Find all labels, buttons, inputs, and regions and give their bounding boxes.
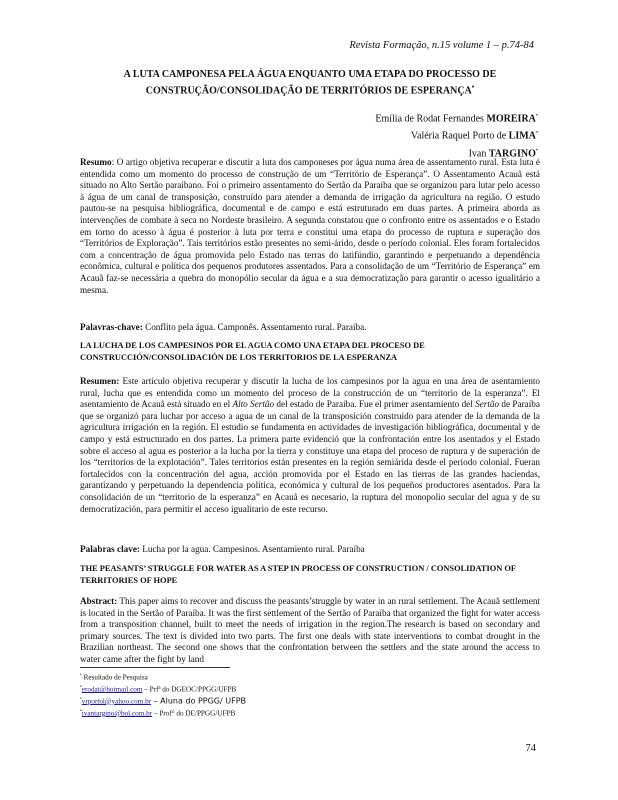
footnote-4: •ivantargino@bol.com.br – Prof° do DE/PPGG/UFPB xyxy=(80,708,236,718)
author-3: Ivan TARGINO• xyxy=(468,147,538,159)
email-link-moreira[interactable]: erodat@hotmail.com xyxy=(81,685,143,694)
abstract-english: Abstract: This paper aims to recover and discuss the peasants’struggle by water in an rural settlement. The Acauã settlement is located in the Sertão of Paraíba. It was the first settlement of the Sertão of Paraíba that organized the fight for water access from a transposition channel, built to meet the needs of irrigation in the region.The research is based on secondary and primary sources. The text is divided into two parts. The first one deals with state interventions to combat drought in the Brazilian northeast. The second one shows that the confrontation between the settlers and the state around the access to water came after the fight by land xyxy=(80,596,540,664)
title-footnote-marker: • xyxy=(471,83,475,91)
running-head: Revista Formação, n.15 volume 1 – p.74-84 xyxy=(349,40,534,51)
footnote-2: •erodat@hotmail.com – Prfª do DGEOC/PPGG/UFPB xyxy=(80,684,237,694)
author-1: Emília de Rodat Fernandes MOREIRA• xyxy=(375,113,538,125)
author-2: Valéria Raquel Porto de LIMA• xyxy=(410,130,538,142)
abstract-portuguese: Resumo: O artigo objetiva recuperar e discutir a luta dos camponeses por água numa área de assentamento rural. Esta luta é entendida como um momento do processo de construção de um “Território de Esperança”. O Assentamento Acauã está situado no Alto Sertão paraibano. Foi o primeiro assentamento do Sertão da Paraíba que se organizou para lutar pelo acesso à água de um canal de transposição, construído para atender a demanda de irrigação da agricultura na região. O estudo pautou-se na pesquisa bibliográfica, documental e de campo e está estruturado em duas partes. A primeira aborda as intervenções de combate à seca no Nordeste brasileiro. A segunda constatou que o confronto entre os assentados e o Estado em torno do acesso à água é posterior à luta por terra e constitui uma etapa do processo de ruptura e superação dos “Territórios de Exploração”. Tais territórios estão presentes no semi-árido, desde o período colonial. Eles foram fortalecidos com a concentração de água promovida pelo Estado nas terras do latifúndio, garantindo e perpetuando a dependência econômica, cultural e política dos pequenos produtores assentados. Para a consolidação de um “Território de Esperança” em Acauã faz-se necessária a quebra do monopólio secular da água e a sua democratização para garantir o acesso igualitário a mesma. xyxy=(80,157,540,295)
author-list xyxy=(375,109,538,161)
heading-english: THE PEASANTS’ STRUGGLE FOR WATER AS A STEP IN PROCESS OF CONSTRUCTION / CONSOLIDATION OF TERRITORIES OF HOPE xyxy=(80,564,516,585)
footnote-3: •vrportol@yahoo.com.br – Aluna do PPGG/ UFPB xyxy=(80,696,246,706)
abstract-spanish: Resumen: Este artículo objetiva recuperar y discutir la lucha de los campesinos por la agua en una área de asentamiento rural, lucha que es entendida como un momento del proceso de la construcción de un “territorio de la esperanza”. El asentamiento de Acauã está situado en el Alto Sertão del estado de Paraíba. Fue el primer asentamiento del Sertão de Paraíba que se organizó para luchar por acceso a agua de un canal de la transposición construido para atender de la demanda de la agricultura irrigación en la región. El estudio se fundamenta en actividades de investigación bibliográfica, documental y de campo y está estructurado en dos partes. La primera parte evidenció que la confrontación entre los asentados y el Estado sobre el acceso al agua es posterior a la lucha por la tierra y constituye una etapa del proceso de ruptura y de superación de los “territorios de la explotación”. Tales territorios están presentes en la región semiárida desde el período colonial. Fueran fortalecidos con la concentración del agua, acción promovida por el Estado en las tierras de las grandes haciendas, garantizando y perpetuando la dependencia política, económica y cultural de los pequeños productores asentados. Para la consolidación de un “territorio de la esperanza” en Acauã es necesario, la ruptura del monopolio secular del agua y de su democratización, para permitir el acceso igualitario de este recurso. xyxy=(80,376,540,514)
page-number: 74 xyxy=(525,743,536,754)
article-title xyxy=(80,68,540,97)
footnote-1: • Resultado de Pesquisa xyxy=(80,673,148,682)
footnotes xyxy=(80,671,540,719)
keywords-portuguese: Palavras-chave: Conflito pela água. Camponês. Assentamento rural. Paraíba. xyxy=(80,322,367,332)
footnote-divider xyxy=(80,667,230,668)
email-link-targino[interactable]: ivantargino@bol.com.br xyxy=(81,709,153,718)
title-line-1: A LUTA CAMPONESA PELA ÁGUA ENQUANTO UMA ETAPA DO PROCESSO DE xyxy=(123,69,497,80)
email-link-lima[interactable]: vrportol@yahoo.com.br xyxy=(81,697,152,706)
keywords-spanish: Palabras clave: Lucha por la agua. Campesinos. Asentamiento rural. Paraíba xyxy=(80,544,365,554)
title-line-2: CONSTRUÇÃO/CONSOLIDAÇÃO DE TERRITÓRIOS DE ESPERANÇA• xyxy=(145,83,475,97)
heading-spanish: LA LUCHA DE LOS CAMPESINOS POR EL AGUA COMO UNA ETAPA DEL PROCESO DE CONSTRUCCIÓN/CONSOLIDACIÓN DE LOS TERRITORIOS DE LA ESPERANZA xyxy=(80,341,425,362)
